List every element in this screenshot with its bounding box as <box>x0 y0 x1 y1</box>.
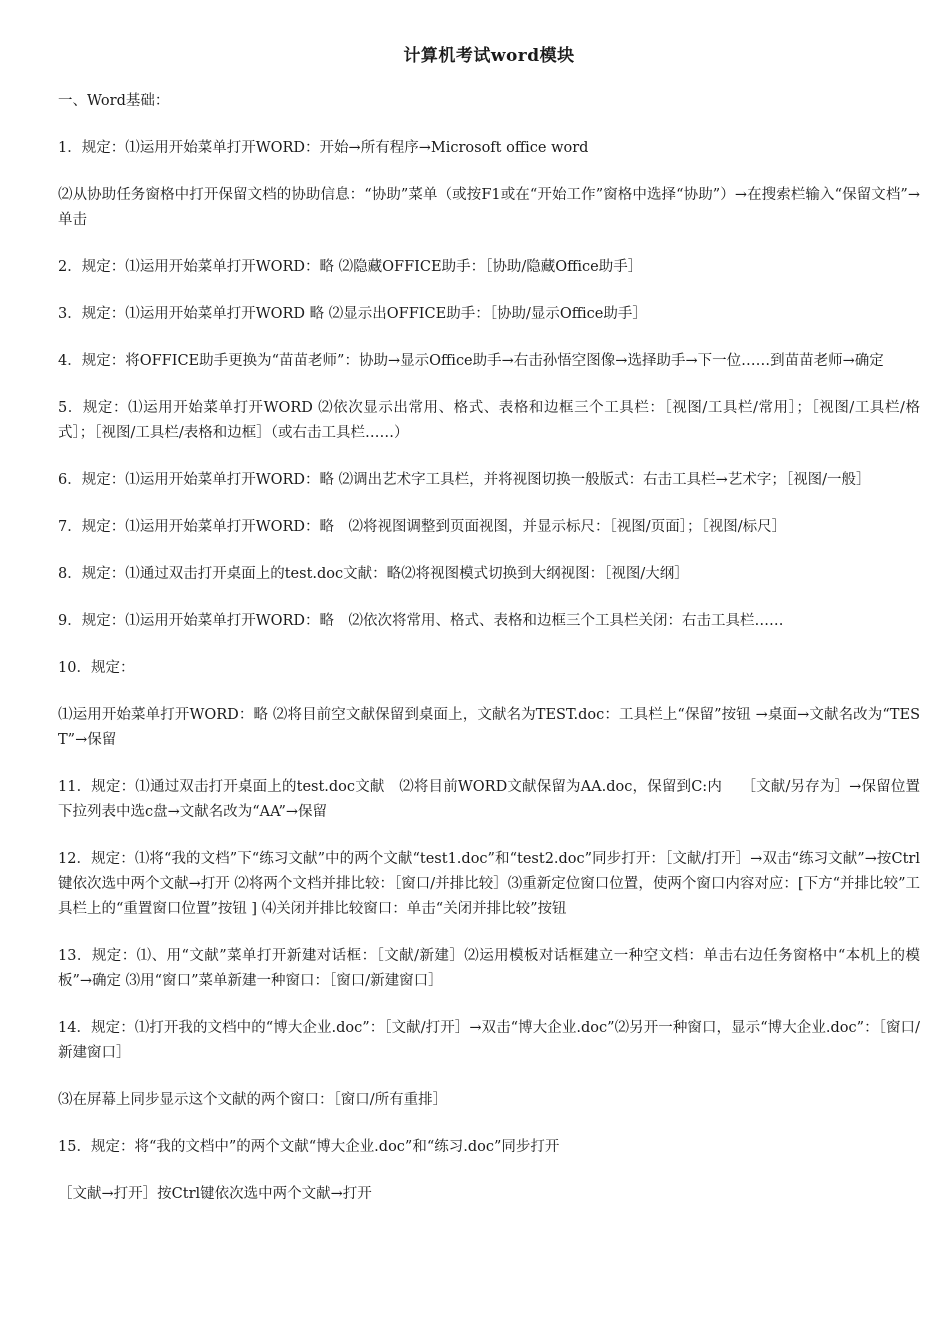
paragraph-item-9: 9．规定：⑴运用开始菜单打开WORD：略 ⑵依次将常用、格式、表格和边框三个工具栏关闭：右击工具栏…… <box>58 613 784 629</box>
paragraph-item-12: 12．规定：⑴将“我的文档”下“练习文献”中的两个文献“test1.doc”和“test2.doc”同步打开：［文献/打开］→双击“练习文献”→按Ctrl键依次选中两个文献→打开 ⑵将两个文档并排比较：［窗口/并排比较］⑶重新定位窗口位置，使两个窗口内容对应：[下方“并排比较”工具栏上的“重置窗口位置”按钮 ] ⑷关闭并排比较窗口：单击“关闭并排比较”按钮 <box>58 851 920 917</box>
paragraph-item-14: 14．规定：⑴打开我的文档中的“博大企业.doc”：［文献/打开］→双击“博大企业.doc”⑵另开一种窗口，显示“博大企业.doc”：［窗口/新建窗口］ <box>58 1020 920 1061</box>
document-title: 计算机考试word模块 <box>403 46 575 66</box>
paragraph-item-1-part-2: ⑵从协助任务窗格中打开保留文档的协助信息：“协助”菜单（或按F1或在“开始工作”窗格中选择“协助”）→在搜索栏输入“保留文档”→单击 <box>58 187 920 228</box>
paragraph-item-6: 6．规定：⑴运用开始菜单打开WORD：略 ⑵调出艺术字工具栏，并将视图切换一般版式：右击工具栏→艺术字；［视图/一般］ <box>58 472 871 488</box>
paragraph-item-4: 4．规定：将OFFICE助手更换为“苗苗老师”：协助→显示Office助手→右击孙悟空图像→选择助手→下一位……到苗苗老师→确定 <box>58 353 884 369</box>
paragraph-item-15-detail: ［文献→打开］按Ctrl键依次选中两个文献→打开 <box>58 1186 372 1202</box>
paragraph-item-8: 8．规定：⑴通过双击打开桌面上的test.doc文献：略⑵将视图模式切换到大纲视图：［视图/大纲］ <box>58 566 689 582</box>
paragraph-item-3: 3．规定：⑴运用开始菜单打开WORD 略 ⑵显示出OFFICE助手：［协助/显示Office助手］ <box>58 306 647 322</box>
document-page <box>58 42 920 1229</box>
paragraph-item-10-detail: ⑴运用开始菜单打开WORD：略 ⑵将目前空文献保留到桌面上，文献名为TEST.doc：工具栏上“保留”按钮 →桌面→文献名改为“TEST”→保留 <box>58 707 920 748</box>
paragraph-item-10: 10．规定： <box>58 660 135 676</box>
paragraph-item-7: 7．规定：⑴运用开始菜单打开WORD：略 ⑵将视图调整到页面视图，并显示标尺：［视图/页面］；［视图/标尺］ <box>58 519 787 535</box>
paragraph-item-14-part-3: ⑶在屏幕上同步显示这个文献的两个窗口：［窗口/所有重排］ <box>58 1092 448 1108</box>
paragraph-item-11: 11．规定：⑴通过双击打开桌面上的test.doc文献 ⑵将目前WORD文献保留为AA.doc，保留到C:内 ［文献/另存为］→保留位置下拉列表中选c盘→文献名改为“AA”→保留 <box>58 779 920 820</box>
paragraph-item-5: 5．规定：⑴运用开始菜单打开WORD ⑵依次显示出常用、格式、表格和边框三个工具栏：［视图/工具栏/常用］；［视图/工具栏/格式］；［视图/工具栏/表格和边框］（或右击工具栏……） <box>58 400 920 441</box>
paragraph-item-1: 1．规定：⑴运用开始菜单打开WORD：开始→所有程序→Microsoft office word <box>58 140 589 156</box>
paragraph-item-2: 2．规定：⑴运用开始菜单打开WORD：略 ⑵隐藏OFFICE助手：［协助/隐藏Office助手］ <box>58 259 643 275</box>
paragraph-item-13: 13．规定：⑴、用“文献”菜单打开新建对话框：［文献/新建］⑵运用模板对话框建立一种空文档：单击右边任务窗格中“本机上的模板”→确定 ⑶用“窗口”菜单新建一种窗口：［窗口/新建窗口］ <box>58 948 920 989</box>
paragraph-item-15: 15．规定：将“我的文档中”的两个文献“博大企业.doc”和“练习.doc”同步打开 <box>58 1139 560 1155</box>
section-heading-word-basics: 一、Word基础： <box>58 93 170 109</box>
